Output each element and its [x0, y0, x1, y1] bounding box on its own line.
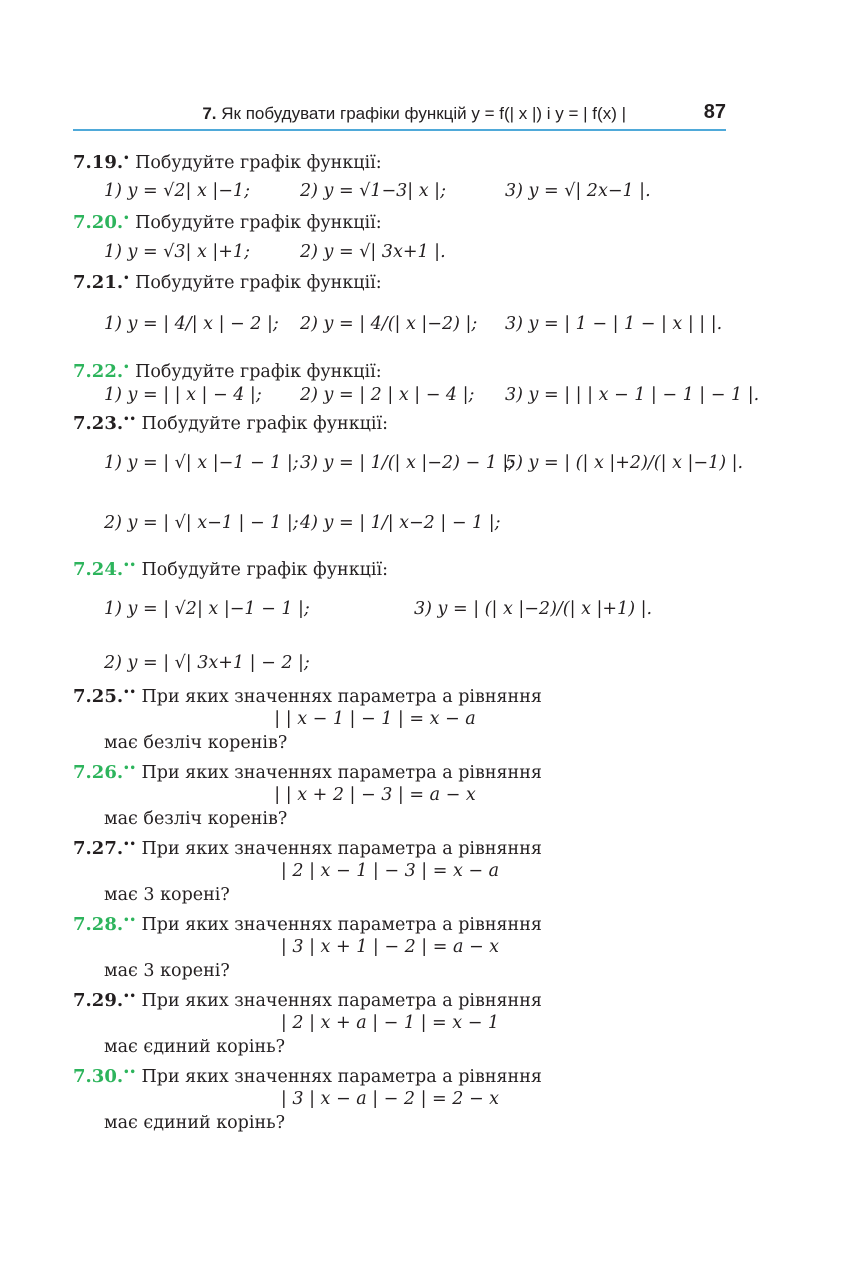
task-number: 7.30. — [73, 1066, 124, 1087]
task-text: Побудуйте графік функції: — [135, 273, 382, 293]
task-7-21-item-2: 2) y = | 4/(| x |−2) |; — [300, 314, 478, 334]
task-number: 7.27. — [73, 838, 124, 859]
task-7-22-item-3: 3) y = | | | x − 1 | − 1 | − 1 |. — [505, 385, 760, 405]
task-text: При яких значеннях параметра a рівняння — [141, 1067, 542, 1087]
task-number: 7.29. — [73, 990, 124, 1011]
task-number: 7.21. — [73, 272, 124, 293]
task-7-23-item-2: 2) y = | √| x−1 | − 1 |; — [104, 513, 299, 533]
task-text: Побудуйте графік функції: — [135, 213, 382, 233]
difficulty-mark: •• — [123, 1067, 136, 1079]
task-text: Побудуйте графік функції: — [141, 414, 388, 434]
task-7-20-item-1: 1) y = √3| x |+1; — [104, 242, 250, 262]
task-7-24-item-2: 2) y = | √| 3x+1 | − 2 |; — [104, 653, 310, 673]
difficulty-mark: •• — [123, 915, 136, 927]
section-title — [202, 104, 626, 124]
task-7-24 — [73, 559, 388, 580]
task-7-22-item-1: 1) y = | | x | − 4 |; — [104, 385, 262, 405]
task-7-25-question: має безліч коренів? — [104, 733, 288, 753]
difficulty-mark: •• — [123, 763, 136, 775]
task-7-19 — [73, 152, 382, 173]
difficulty-mark: •• — [123, 991, 136, 1003]
task-7-21-item-3: 3) y = | 1 − | 1 − | x | | |. — [505, 314, 723, 334]
task-7-28-equation: | 3 | x + 1 | − 2 | = a − x — [280, 937, 500, 957]
task-text: При яких значеннях параметра a рівняння — [141, 763, 542, 783]
task-number: 7.19. — [73, 152, 124, 173]
difficulty-mark: • — [123, 273, 130, 285]
task-7-23-item-5: 5) y = | (| x |+2)/(| x |−1) |. — [505, 453, 744, 473]
task-7-20-item-2: 2) y = √| 3x+1 |. — [300, 242, 446, 262]
task-number: 7.25. — [73, 686, 124, 707]
difficulty-mark: •• — [123, 414, 136, 426]
task-7-28 — [73, 914, 542, 935]
task-7-22-item-2: 2) y = | 2 | x | − 4 |; — [300, 385, 475, 405]
task-number: 7.23. — [73, 413, 124, 434]
task-text: Побудуйте графік функції: — [141, 560, 388, 580]
difficulty-mark: •• — [123, 687, 136, 699]
task-7-30-question: має єдиний корінь? — [104, 1113, 286, 1133]
task-7-26-question: має безліч коренів? — [104, 809, 288, 829]
difficulty-mark: • — [123, 362, 130, 374]
task-7-24-item-1: 1) y = | √2| x |−1 − 1 |; — [104, 599, 310, 619]
task-7-21 — [73, 272, 382, 293]
task-7-23-item-3: 3) y = | 1/(| x |−2) − 1 |; — [300, 453, 515, 473]
task-number: 7.22. — [73, 361, 124, 382]
task-7-25-equation: | | x − 1 | − 1 | = x − a — [274, 709, 476, 729]
task-7-27 — [73, 838, 542, 859]
task-number: 7.20. — [73, 212, 124, 233]
page-header — [73, 100, 726, 131]
task-7-30 — [73, 1066, 542, 1087]
task-text: При яких значеннях параметра a рівняння — [141, 915, 542, 935]
task-7-20 — [73, 212, 382, 233]
task-7-23-item-4: 4) y = | 1/| x−2 | − 1 |; — [300, 513, 501, 533]
task-text: Побудуйте графік функції: — [135, 153, 382, 173]
task-7-27-equation: | 2 | x − 1 | − 3 | = x − a — [280, 861, 500, 881]
task-7-28-question: має 3 корені? — [104, 961, 230, 981]
task-text: Побудуйте графік функції: — [135, 362, 382, 382]
task-7-25 — [73, 686, 542, 707]
task-7-29 — [73, 990, 542, 1011]
task-text: При яких значеннях параметра a рівняння — [141, 991, 542, 1011]
difficulty-mark: •• — [123, 839, 136, 851]
task-7-30-equation: | 3 | x − a | − 2 | = 2 − x — [280, 1089, 500, 1109]
difficulty-mark: •• — [123, 560, 136, 572]
task-text: При яких значеннях параметра a рівняння — [141, 839, 542, 859]
task-7-21-item-1: 1) y = | 4/| x | − 2 |; — [104, 314, 279, 334]
task-number: 7.28. — [73, 914, 124, 935]
task-7-29-question: має єдиний корінь? — [104, 1037, 286, 1057]
task-7-26 — [73, 762, 542, 783]
chapter-title: Як побудувати графіки функцій y = f(| x |) і y = | f(x) | — [221, 104, 626, 123]
task-7-27-question: має 3 корені? — [104, 885, 230, 905]
difficulty-mark: • — [123, 213, 130, 225]
task-7-24-item-3: 3) y = | (| x |−2)/(| x |+1) |. — [414, 599, 653, 619]
chapter-number: 7. — [202, 104, 217, 123]
task-text: При яких значеннях параметра a рівняння — [141, 687, 542, 707]
task-number: 7.24. — [73, 559, 124, 580]
task-7-23 — [73, 413, 388, 434]
task-7-22 — [73, 361, 382, 382]
task-7-19-item-1: 1) y = √2| x |−1; — [104, 181, 250, 201]
task-7-19-item-2: 2) y = √1−3| x |; — [300, 181, 446, 201]
task-7-29-equation: | 2 | x + a | − 1 | = x − 1 — [280, 1013, 500, 1033]
task-7-19-item-3: 3) y = √| 2x−1 |. — [505, 181, 651, 201]
task-7-26-equation: | | x + 2 | − 3 | = a − x — [274, 785, 476, 805]
page-number: 87 — [703, 101, 726, 123]
task-7-23-item-1: 1) y = | √| x |−1 − 1 |; — [104, 453, 299, 473]
task-number: 7.26. — [73, 762, 124, 783]
difficulty-mark: • — [123, 153, 130, 165]
